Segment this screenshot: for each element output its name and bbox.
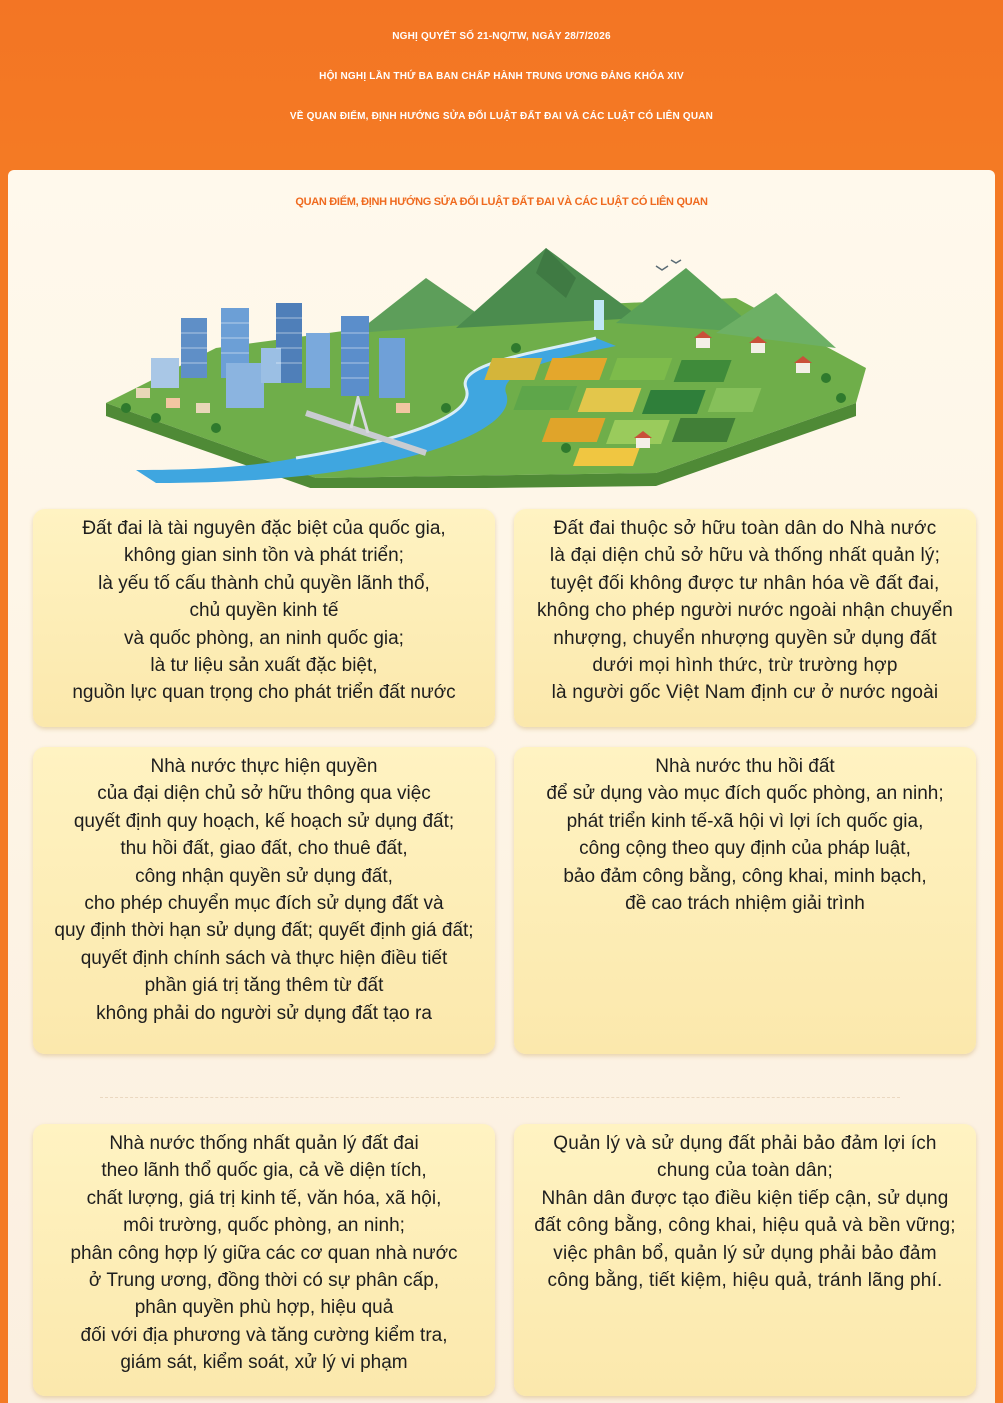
card-line: nguồn lực quan trọng cho phát triển đất nước	[72, 682, 456, 704]
card-land-special-resource	[33, 509, 495, 727]
card-text	[41, 1130, 487, 1377]
card-line: là người gốc Việt Nam định cư ở nước ngoài	[551, 682, 939, 704]
card-line: không gian sinh tồn và phát triển;	[124, 545, 404, 567]
card-public-interest-land-use	[514, 1124, 976, 1396]
card-line: không cho phép người nước ngoài nhận chuyển	[536, 600, 954, 622]
card-line: phần giá trị tăng thêm từ đất	[144, 975, 384, 997]
card-line: là tư liệu sản xuất đặc biệt,	[150, 655, 378, 677]
header-line-3: VỀ QUAN ĐIỂM, ĐỊNH HƯỚNG SỬA ĐỔI LUẬT ĐẤT ĐAI VÀ CÁC LUẬT CÓ LIÊN QUAN	[289, 111, 714, 122]
card-line: cho phép chuyển mục đích sử dụng đất và	[84, 893, 444, 915]
header-line-2: HỘI NGHỊ LẦN THỨ BA BAN CHẤP HÀNH TRUNG ƯƠNG ĐẢNG KHÓA XIV	[319, 71, 684, 82]
card-line: Đất đai thuộc sở hữu toàn dân do Nhà nước	[553, 518, 937, 539]
card-line: công cộng theo quy định của pháp luật,	[579, 838, 911, 860]
card-line: của đại diện chủ sở hữu thông qua việc	[97, 783, 431, 805]
card-line: đất công bằng, công khai, hiệu quả và bền vững;	[534, 1215, 956, 1237]
city-landscape-illustration	[96, 238, 876, 488]
card-line: là đại diện chủ sở hữu và thống nhất quản lý;	[549, 545, 941, 567]
card-text	[41, 515, 487, 707]
card-line: không phải do người sử dụng đất tạo ra	[96, 1002, 432, 1024]
card-line: chung của toàn dân;	[657, 1160, 833, 1182]
card-state-owner-rights	[33, 747, 495, 1054]
card-unified-land-management	[33, 1124, 495, 1396]
card-line: chất lượng, giá trị kinh tế, văn hóa, xã hội,	[86, 1187, 442, 1209]
card-line: Quản lý và sử dụng đất phải bảo đảm lợi ích	[553, 1133, 937, 1154]
card-line: phân công hợp lý giữa các cơ quan nhà nước	[70, 1242, 458, 1264]
card-line: phát triển kinh tế-xã hội vì lợi ích quốc gia,	[566, 810, 924, 832]
card-line: Nhà nước thu hồi đất	[655, 756, 835, 777]
card-line: giám sát, kiểm soát, xử lý vi phạm	[120, 1352, 408, 1374]
card-line: quy định thời hạn sử dụng đất; quyết định giá đất;	[54, 920, 474, 942]
card-line: đối với địa phương và tăng cường kiểm tra,	[80, 1324, 448, 1346]
card-line: bảo đảm công bằng, công khai, minh bạch,	[563, 865, 927, 887]
card-line: công bằng, tiết kiệm, hiệu quả, tránh lãng phí.	[547, 1270, 943, 1292]
card-line: nhượng, chuyển nhượng quyền sử dụng đất	[553, 627, 937, 649]
card-land-public-ownership	[514, 509, 976, 727]
card-line: môi trường, quốc phòng, an ninh;	[123, 1215, 405, 1237]
card-line: chủ quyền kinh tế	[189, 600, 339, 622]
card-line: dưới mọi hình thức, trừ trường hợp	[592, 655, 898, 677]
card-line: là yếu tố cấu thành chủ quyền lãnh thổ,	[98, 572, 430, 594]
card-text	[41, 753, 487, 1027]
card-text	[522, 515, 968, 707]
section-divider	[100, 1097, 900, 1098]
card-line: đề cao trách nhiệm giải trình	[625, 893, 865, 915]
card-line: ở Trung ương, đồng thời có sự phân cấp,	[88, 1270, 440, 1292]
card-line: và quốc phòng, an ninh quốc gia;	[124, 627, 404, 649]
header-banner	[0, 0, 1003, 165]
card-state-land-recovery	[514, 747, 976, 1054]
card-line: tuyệt đối không được tư nhân hóa về đất đai,	[550, 572, 940, 594]
card-line: Nhà nước thống nhất quản lý đất đai	[109, 1133, 419, 1154]
card-line: quyết định chính sách và thực hiện điều tiết	[80, 947, 448, 969]
card-line: Đất đai là tài nguyên đặc biệt của quốc gia,	[82, 518, 446, 539]
card-text	[522, 1130, 968, 1294]
section-title: QUAN ĐIỂM, ĐỊNH HƯỚNG SỬA ĐỔI LUẬT ĐẤT ĐAI VÀ CÁC LUẬT CÓ LIÊN QUAN	[295, 196, 708, 208]
card-line: công nhận quyền sử dụng đất,	[135, 865, 393, 887]
header-line-1: NGHỊ QUYẾT SỐ 21-NQ/TW, NGÀY 28/7/2026	[392, 31, 611, 42]
card-text	[522, 753, 968, 917]
card-line: Nhà nước thực hiện quyền	[150, 756, 378, 777]
card-line: phân quyền phù hợp, hiệu quả	[134, 1297, 394, 1319]
card-line: việc phân bổ, quản lý sử dụng phải bảo đảm	[553, 1242, 937, 1264]
card-line: theo lãnh thổ quốc gia, cả về diện tích,	[101, 1160, 427, 1182]
card-line: quyết định quy hoạch, kế hoạch sử dụng đất;	[73, 810, 455, 832]
card-line: để sử dụng vào mục đích quốc phòng, an ninh;	[546, 783, 944, 805]
card-line: Nhân dân được tạo điều kiện tiếp cận, sử dụng	[541, 1187, 949, 1209]
card-line: thu hồi đất, giao đất, cho thuê đất,	[120, 838, 408, 860]
